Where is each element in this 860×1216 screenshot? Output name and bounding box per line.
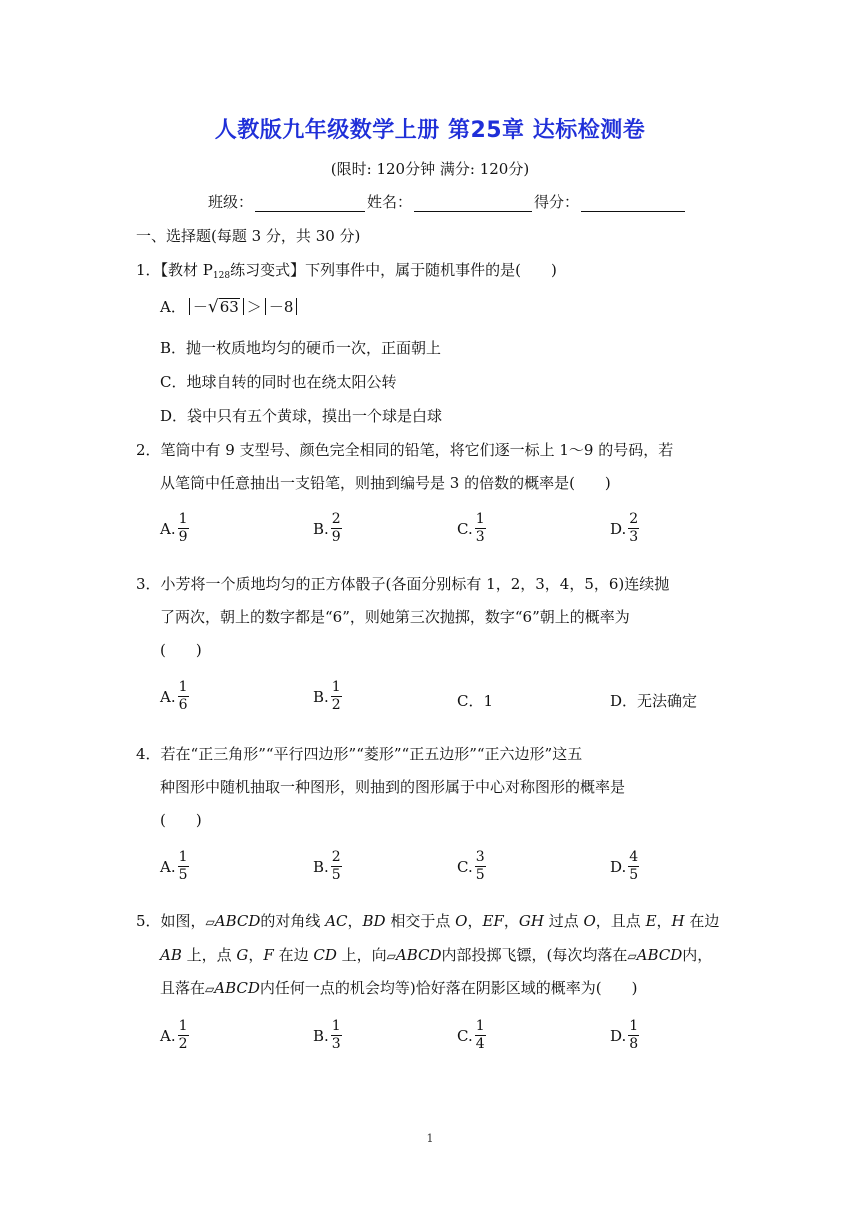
q3-line2: 了两次，朝上的数字都是“6”，则她第三次抛掷，数字“6”朝上的概率为: [160, 608, 630, 626]
abs-bar: [243, 298, 244, 315]
q4-option-c: C. $\frac{3}{5}$: [457, 849, 485, 883]
q2-option-b: B. $\frac{2}{9}$: [313, 511, 341, 545]
q5-option-b: B. $\frac{1}{3}$: [313, 1018, 341, 1052]
fraction: $\frac{1}{3}$: [331, 1018, 341, 1052]
q5-option-d: D. $\frac{1}{8}$: [610, 1018, 639, 1052]
parallelogram-symbol: ▱: [205, 915, 215, 929]
q4-option-d: D. $\frac{4}{5}$: [610, 849, 639, 883]
class-blank: [255, 195, 365, 212]
section-heading: 一、选择题(每题 3 分，共 30 分): [136, 227, 361, 245]
q1-option-a: [160, 296, 300, 317]
q2-option-d: D. $\frac{2}{3}$: [610, 511, 639, 545]
q1-prefix: 1．【教材 P: [136, 261, 213, 279]
score-blank: [581, 195, 685, 212]
q5-option-a: A. $\frac{1}{2}$: [160, 1018, 188, 1052]
fraction: $\frac{1}{8}$: [629, 1018, 639, 1052]
q2-option-a: A. $\frac{1}{9}$: [160, 511, 188, 545]
q3-line3: ( ): [160, 641, 202, 659]
fraction: $\frac{1}{5}$: [178, 849, 188, 883]
q5-option-c: C. $\frac{1}{4}$: [457, 1018, 485, 1052]
q1-a-gt: ＞: [246, 298, 262, 316]
q1-page-subscript: 128: [212, 271, 231, 281]
fraction: $\frac{2}{3}$: [629, 511, 639, 545]
q1-rest: 练习变式】下列事件中，属于随机事件的是( ): [230, 261, 557, 279]
parallelogram-symbol: ▱: [627, 949, 637, 963]
q5-line1: 5．如图，▱ABCD的对角线 AC，BD 相交于点 O，EF，GH 过点 O，且点 E，H 在边: [136, 912, 720, 930]
abs-bar: [189, 298, 190, 315]
q3-option-d: D．无法确定: [610, 692, 698, 710]
abs-bar: [296, 298, 297, 315]
q3-line1: 3．小芳将一个质地均匀的正方体骰子(各面分别标有 1，2，3，4，5，6)连续抛: [136, 575, 670, 593]
q1-a-label: A．: [160, 298, 186, 316]
q5-line2: AB 上，点 G，F 在边 CD 上，向▱ABCD内部投掷飞镖，(每次均落在▱ABCD内，: [160, 946, 713, 964]
q1-a-radicand: 63: [219, 297, 239, 316]
fraction: $\frac{1}{4}$: [475, 1018, 485, 1052]
q4-line2: 种图形中随机抽取一种图形，则抽到的图形属于中心对称图形的概率是: [160, 778, 626, 796]
fraction: $\frac{1}{2}$: [331, 679, 341, 713]
student-info-row: [208, 191, 687, 212]
q4-option-b: B. $\frac{2}{5}$: [313, 849, 341, 883]
fraction: $\frac{3}{5}$: [475, 849, 485, 883]
sqrt-symbol: √ 63: [207, 296, 239, 317]
q1-stem: [136, 259, 557, 281]
fraction: $\frac{2}{9}$: [331, 511, 341, 545]
fraction: $\frac{2}{5}$: [331, 849, 341, 883]
parallelogram-symbol: ▱: [386, 949, 396, 963]
q2-line2: 从笔筒中任意抽出一支铅笔，则抽到编号是 3 的倍数的概率是( ): [160, 474, 611, 492]
name-label: 姓名：: [367, 193, 413, 211]
q4-line3: ( ): [160, 811, 202, 829]
fraction: $\frac{1}{2}$: [178, 1018, 188, 1052]
q4-line1: 4．若在“正三角形”“平行四边形”“菱形”“正五边形”“正六边形”这五: [136, 745, 583, 763]
score-label: 得分：: [534, 193, 580, 211]
time-score-limits: (限时: 120分钟 满分: 120分): [330, 160, 530, 178]
fraction: $\frac{1}{3}$: [475, 511, 485, 545]
q3-option-b: B. $\frac{1}{2}$: [313, 679, 341, 713]
q3-option-c: C．1: [457, 692, 494, 710]
page-title: 人教版九年级数学上册 第25章 达标检测卷: [214, 118, 646, 143]
q2-line1: 2．笔筒中有 9 支型号、颜色完全相同的铅笔，将它们逐一标上 1～9 的号码，若: [136, 441, 674, 459]
fraction: $\frac{1}{6}$: [178, 679, 188, 713]
q1-a-minus: －: [192, 298, 208, 316]
page-number: 1: [426, 1132, 434, 1145]
q4-option-a: A. $\frac{1}{5}$: [160, 849, 188, 883]
q2-option-c: C. $\frac{1}{3}$: [457, 511, 485, 545]
parallelogram-symbol: ▱: [205, 982, 215, 996]
q3-option-a: A. $\frac{1}{6}$: [160, 679, 188, 713]
class-label: 班级：: [208, 193, 254, 211]
fraction: $\frac{1}{9}$: [178, 511, 188, 545]
q5-line3: 且落在▱ABCD内任何一点的机会均等)恰好落在阴影区域的概率为( ): [160, 979, 638, 997]
q1-option-b: B．抛一枚质地均匀的硬币一次，正面朝上: [160, 339, 442, 357]
q1-option-c: C．地球自转的同时也在绕太阳公转: [160, 373, 397, 391]
name-blank: [414, 195, 532, 212]
q1-a-minus8: －8: [268, 298, 294, 316]
fraction: $\frac{4}{5}$: [629, 849, 639, 883]
q1-option-d: D．袋中只有五个黄球，摸出一个球是白球: [160, 407, 443, 425]
abs-bar: [265, 298, 266, 315]
